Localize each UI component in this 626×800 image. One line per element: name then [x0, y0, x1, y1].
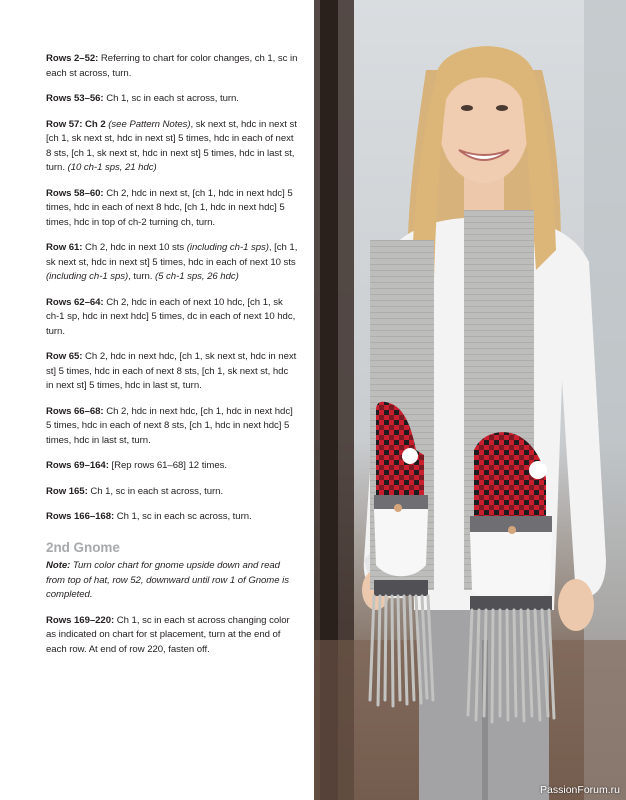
row-label: Rows 166–168: — [46, 511, 115, 522]
row-text: Ch 2, hdc in next st, [ch 1, hdc in next hdc] 5 times, hdc in each of next 8 hdc, [ch 1, hdc in next hdc] 5 times, hdc in top of ch-2 turning ch, turn. — [46, 187, 293, 228]
row-label: Rows 62–64: — [46, 296, 104, 308]
row-label: Row 165: — [46, 485, 88, 497]
row-label: Rows 69–164: — [46, 460, 109, 471]
instruction-row — [46, 459, 298, 474]
row-italic-text: (5 ch-1 sps, 26 hdc) — [154, 271, 239, 282]
row-text: Referring to chart for color changes, ch 1, sc in each st across, turn. — [46, 53, 298, 79]
instruction-row — [46, 52, 298, 81]
row-text: Ch 2, hdc in each of next 10 hdc, [ch 1, sk ch-1 sp, hdc in next hdc] 5 times, dc in each of next 10 hdc, turn. — [46, 296, 296, 337]
row-text: [Rep rows 61–68] 12 times. — [108, 460, 227, 471]
row-text: Ch 1, sc in each st across, turn. — [87, 485, 224, 497]
instruction-row — [46, 241, 298, 285]
row-text: Ch 1, sc in each st across, turn. — [103, 93, 239, 104]
row-label: Rows 58–60: — [46, 187, 104, 199]
instruction-row — [46, 485, 298, 500]
watermark: PassionForum.ru — [540, 784, 620, 796]
row-text: , sk next st, hdc in next st [ch 1, sk next st, hdc in next st] 5 times, hdc in each of next 8 sts, [ch 1, sk next st, hdc in next st] 5 times, hdc in last st, turn. — [46, 118, 297, 173]
instruction-row — [46, 350, 298, 394]
instruction-row — [46, 296, 298, 340]
row-italic-text: (including ch-1 sps) — [186, 242, 269, 253]
note-text: Turn color chart for gnome upside down and read from top of hat, row 52, downward until row 1 of Gnome is completed. — [46, 560, 289, 600]
instruction-list — [46, 52, 298, 525]
instruction-row — [46, 187, 298, 231]
row-label: Row 61: — [46, 242, 83, 253]
model-wearing-gnome-scarf-photo — [314, 0, 626, 800]
row-text: , [ch 1, sk next st, hdc in next st] 5 times, hdc in each of next 10 sts — [46, 242, 298, 268]
pattern-instructions — [46, 52, 298, 668]
instruction-row — [46, 92, 298, 107]
row-italic-text: (10 ch-1 sps, 21 hdc) — [67, 162, 157, 173]
instruction-row — [46, 510, 298, 525]
row-label: Rows 53–56: — [46, 93, 104, 104]
row-label: Rows 2–52: — [46, 53, 99, 64]
row-text: Ch 1, sc in each st across changing color as indicated on chart for st placement, turn at the end of each row. At end of row 220, fasten off. — [46, 614, 290, 655]
gnome-note — [46, 559, 298, 603]
section-heading: 2nd Gnome — [46, 539, 120, 555]
model-photo — [314, 0, 626, 800]
row-label: Row 65: — [46, 351, 83, 362]
row-text: Ch 2, hdc in next hdc, [ch 1, sk next st, hdc in next st] 5 times, hdc in each of next 8 sts, [ch 1, sk next st, hdc in next st] 5 times, hdc in last st, turn. — [46, 351, 297, 391]
row-text: Ch 2, hdc in next hdc, [ch 1, hdc in next hdc] 5 times, hdc in each of next 8 sts, [ch 1, hdc in next hdc] 5 times, hdc in last st, turn. — [46, 405, 293, 446]
row-italic-text: (including ch-1 sps) — [46, 271, 129, 282]
note-label: Note: — [46, 560, 71, 571]
row-text: Ch 1, sc in each sc across, turn. — [114, 511, 252, 522]
row-italic-text: (see Pattern Notes) — [108, 118, 191, 130]
row-text: Ch 2, hdc in next 10 sts — [82, 242, 187, 253]
instruction-row — [46, 118, 298, 176]
row-label: Rows 66–68: — [46, 405, 104, 417]
row-label: Row 57: Ch 2 — [46, 118, 106, 130]
instruction-rows-169-220 — [46, 614, 298, 658]
instruction-row — [46, 405, 298, 449]
row-text: , turn. — [128, 271, 155, 282]
row-label: Rows 169–220: — [46, 614, 115, 626]
